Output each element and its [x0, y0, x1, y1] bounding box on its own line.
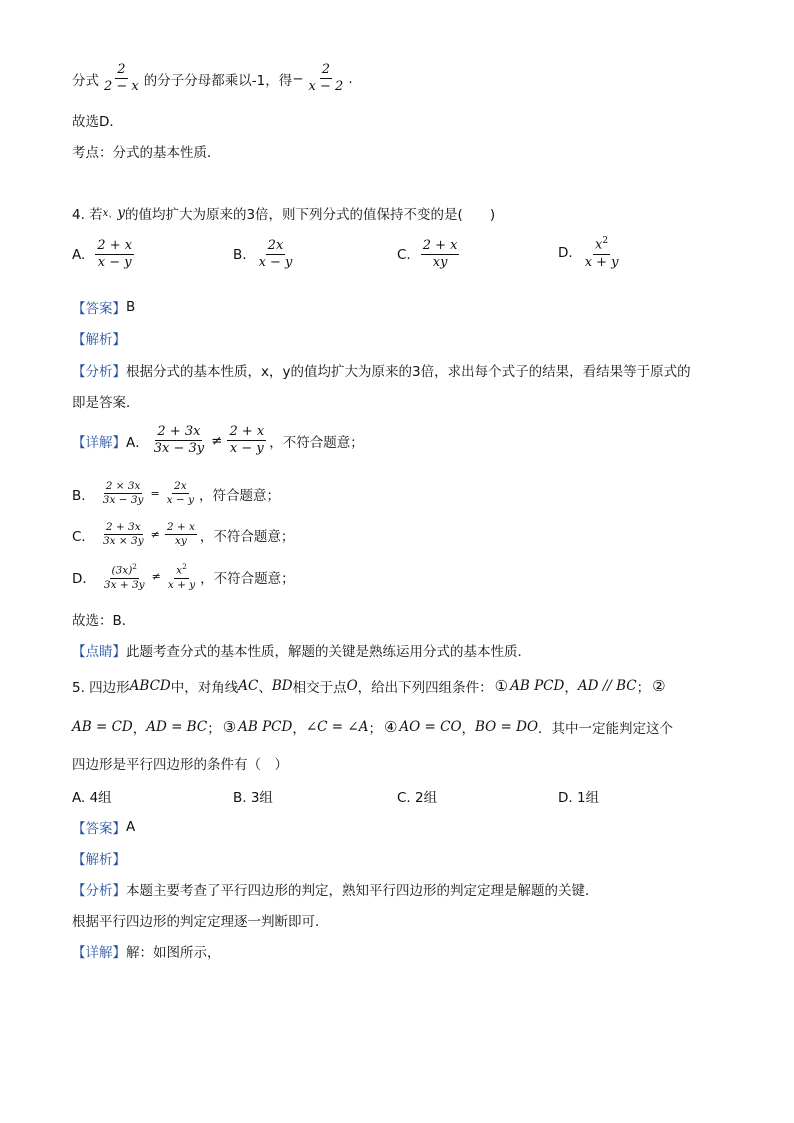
analysis-5-line-2: 根据平行四边形的判定定理逐一判断即可．	[72, 914, 329, 930]
detail-4-c: C． $\frac{2 + 3x}{3x \times 3y}$ ≠ $\frac{2 + x}{xy}$ ，不符合题意；	[72, 521, 295, 548]
choose-4: 故选：B．	[72, 613, 136, 629]
detail-4-d: D． $\frac{(3x)^2}{3x + 3y}$ ≠ $\frac{x^2}{x + y}$ ，不符合题意；	[72, 562, 295, 591]
q4-option-b: B. $\frac{2x}{x - y}$	[233, 238, 293, 271]
q5-option-d: D. 1组	[558, 790, 600, 806]
fraction: $\frac{2 + x}{xy}$	[422, 238, 458, 271]
analysis-4-heading: 【解析】	[72, 332, 126, 348]
fraction: $\frac{2 \times 3x}{3x - 3y}$	[102, 480, 144, 507]
fraction: $\frac{2 + x}{x - y}$	[97, 238, 133, 271]
detail-4-a: 【详解】 A． $\frac{2 + 3x}{3x - 3y}$ ≠ $\frac{2 + x}{x - y}$ ，不符合题意；	[72, 424, 364, 457]
text: 分式	[72, 72, 99, 89]
question-5-line-1: 5. 四边形 ABCD 中，对角线 AC 、 BD 相交于点 O ，给出下列四组条件： ① AB PCD ， AD // BC ； ②	[72, 677, 666, 696]
fraction: $\frac{2}{2 - x}$	[104, 62, 139, 95]
fraction: $\frac{2 + 3x}{3x - 3y}$	[153, 424, 205, 457]
fraction: $\frac{2}{x - 2}$	[308, 62, 344, 95]
fraction: $\frac{2x}{x - y}$	[258, 238, 293, 271]
answer-5: 【答案】 A	[72, 819, 136, 837]
fraction: $\frac{(3x)^2}{3x + 3y}$	[103, 562, 145, 591]
question-5-line-3: 四边形是平行四边形的条件有（ ）	[72, 757, 288, 773]
question-5-line-2: AB = CD ， AD = BC ； ③ AB PCD ， ∠C = ∠A ； ④ AO = CO ， BO = DO ．其中一定能判定这个	[72, 718, 674, 737]
solution-line-3: 考点：分式的基本性质．	[72, 145, 221, 161]
fraction: $\frac{x^2}{x + y}$	[584, 236, 619, 270]
q5-option-a: A. 4组	[72, 790, 112, 806]
analysis-4-line-1: 【分析】 根据分式的基本性质，x，y的值均扩大为原来的3倍，求出每个式子的结果，看结果等于原式的	[72, 364, 691, 380]
fraction: $\frac{x^2}{x + y}$	[167, 562, 196, 591]
fraction: $\frac{2x}{x - y}$	[166, 480, 194, 507]
remark-4: 【点睛】 此题考查分式的基本性质，解题的关键是熟练运用分式的基本性质．	[72, 644, 531, 660]
answer-4: 【答案】 B	[72, 299, 136, 317]
analysis-5-heading: 【解析】	[72, 852, 126, 868]
q4-option-a: A. $\frac{2 + x}{x - y}$	[72, 238, 133, 271]
q4-option-c: C. $\frac{2 + x}{xy}$	[397, 238, 458, 271]
q4-option-d: D. $\frac{x^2}{x + y}$	[558, 236, 619, 270]
detail-4-b: B． $\frac{2 \times 3x}{3x - 3y}$ = $\frac{2x}{x - y}$ ，符合题意；	[72, 480, 280, 507]
fraction: $\frac{2 + x}{x - y}$	[229, 424, 265, 457]
solution-line-2: 故选D．	[72, 114, 123, 130]
minus-sign: −	[292, 70, 304, 87]
analysis-4-line-2: 即是答案．	[72, 395, 140, 411]
fraction: $\frac{2 + 3x}{3x \times 3y}$	[102, 521, 144, 548]
fraction: $\frac{2 + x}{xy}$	[166, 521, 195, 548]
q5-option-b: B. 3组	[233, 790, 273, 806]
q5-option-c: C. 2组	[397, 790, 438, 806]
question-4-stem: 4. 若 x 、 y 的值均扩大为原来的3倍，则下列分式的值保持不变的是( )	[72, 205, 496, 223]
text: 的分子分母都乘以-1，得	[143, 72, 293, 89]
detail-5: 【详解】 解：如图所示，	[72, 945, 221, 961]
analysis-5-line-1: 【分析】 本题主要考查了平行四边形的判定，熟知平行四边形的判定定理是解题的关键．	[72, 883, 599, 899]
solution-line-1: 分式 $\frac{2}{2 - x}$ 的分子分母都乘以-1，得 − $\frac{2}{x - 2}$ .	[72, 62, 353, 95]
